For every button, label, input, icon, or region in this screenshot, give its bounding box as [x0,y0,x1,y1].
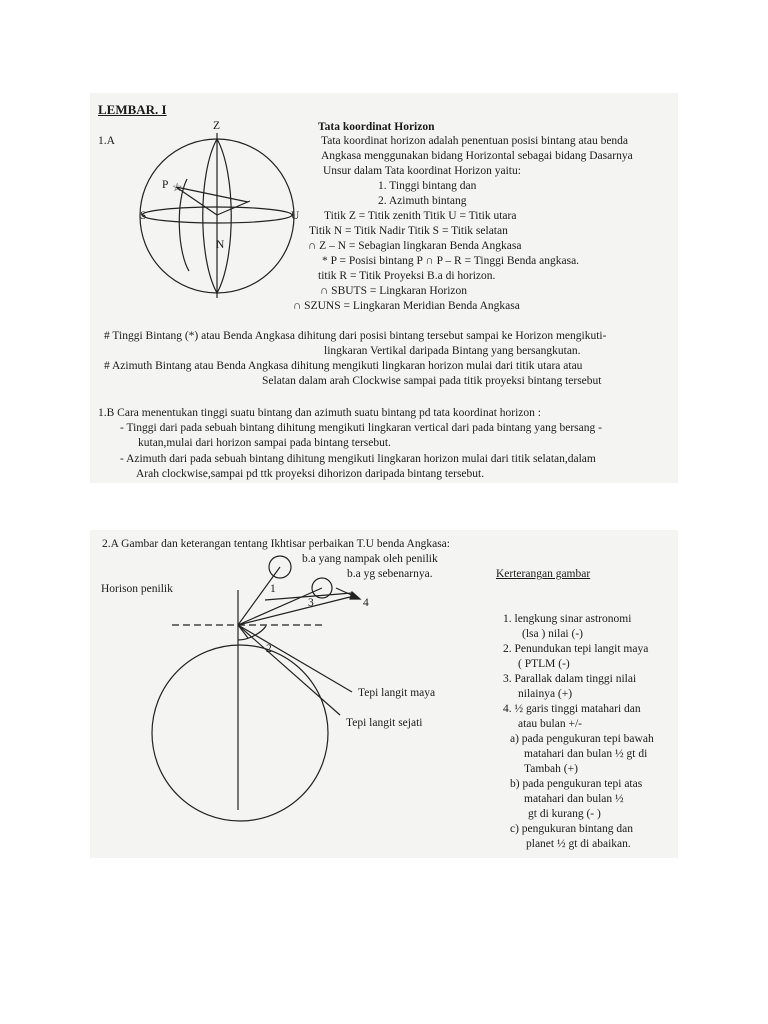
ket-line: gt di kurang (- ) [528,808,601,820]
text-line: Titik Z = Titik zenith Titik U = Titik utara [324,210,517,222]
label-horison: Horison penilik [101,583,173,595]
label-s: S [140,210,147,222]
text-line: ∩ SZUNS = Lingkaran Meridian Benda Angkasa [293,300,520,312]
ket-line: 3. Parallak dalam tinggi nilai [503,673,637,685]
label-1: 1 [270,583,276,595]
ket-line: matahari dan bulan ½ [524,793,624,805]
bullet-line: - Tinggi dari pada sebuah bintang dihitung mengikuti lingkaran vertical dari pada bintang yang bersang - [120,422,602,434]
ket-line: matahari dan bulan ½ gt di [524,748,648,760]
horizon-heading: Tata koordinat Horizon [318,121,435,133]
ket-line: 2. Penundukan tepi langit maya [503,643,649,655]
text-line: Titik N = Titik Nadir Titik S = Titik selatan [309,225,508,237]
label-tepi-sejati: Tepi langit sejati [346,717,423,729]
keterangan-title: Kerterangan gambar [496,568,591,580]
panel-lembar-1 [90,93,678,483]
note-line: Selatan dalam arah Clockwise sampai pada titik proyeksi bintang tersebut [262,375,602,387]
ket-line: c) pengukuran bintang dan [510,823,633,835]
ket-line: 4. ½ garis tinggi matahari dan [503,703,641,715]
label-u: U [291,210,300,222]
ket-line: ( PTLM (-) [518,658,570,670]
ket-line: atau bulan +/- [518,718,582,730]
section-1b: 1.B Cara menentukan tinggi suatu bintang dan azimuth suatu bintang pd tata koordinat horizon : [98,407,541,419]
ket-line: planet ½ gt di abaikan. [526,838,631,850]
bullet-line: kutan,mulai dari horizon sampai pada bintang tersebut. [138,437,391,449]
ket-line: 1. lengkung sinar astronomi [503,613,632,625]
text-line: 1. Tinggi bintang dan [378,180,477,192]
note-line: lingkaran Vertikal daripada Bintang yang bersangkutan. [324,345,581,357]
label-z: Z [213,120,221,132]
ket-line: b) pada pengukuran tepi atas [510,778,643,790]
note-line: # Tinggi Bintang (*) atau Benda Angkasa dihitung dari posisi bintang tersebut sampai ke Horizon mengikuti- [104,330,607,342]
label-p: P [162,179,169,191]
text-line: titik R = Titik Proyeksi B.a di horizon. [318,270,496,282]
ket-line: Tambah (+) [524,763,578,775]
star-icon: ☆ [172,182,183,194]
text-line: Angkasa menggunakan bidang Horizontal sebagai bidang Dasarnya [321,150,633,162]
bullet-line: Arah clockwise,sampai pd ttk proyeksi dihorizon daripada bintang tersebut. [136,468,485,480]
text-line: ∩ Z – N = Sebagian lingkaran Benda Angkasa [308,240,522,252]
ket-line: a) pada pengukuran tepi bawah [510,733,654,745]
text-line: Tata koordinat horizon adalah penentuan posisi bintang atau benda [321,135,629,147]
label-2: 2 [266,643,272,655]
bullet-line: - Azimuth dari pada sebuah bintang dihitung mengikuti lingkaran horizon mulai dari titik selatan,dalam [120,453,596,465]
label-ba-nampak: b.a yang nampak oleh penilik [302,553,438,565]
text-line: * P = Posisi bintang P ∩ P – R = Tinggi Benda angkasa. [322,255,580,267]
ket-line: nilainya (+) [518,688,573,700]
panel-2a [90,530,678,858]
label-3: 3 [308,597,314,609]
label-n: N [216,239,225,251]
ket-line: (lsa ) nilai (-) [522,628,583,640]
lembar-title: LEMBAR. I [98,102,167,117]
label-4: 4 [363,597,369,609]
label-tepi-maya: Tepi langit maya [358,687,436,699]
text-line: Unsur dalam Tata koordinat Horizon yaitu: [323,165,521,177]
note-line: # Azimuth Bintang atau Benda Angkasa dihitung mengikuti lingkaran horizon mulai dari titik utara atau [104,360,583,372]
text-line: 2. Azimuth bintang [378,195,467,207]
section-1a-label: 1.A [98,135,115,147]
label-ba-sebenar: b.a yg sebenarnya. [347,568,433,580]
text-line: ∩ SBUTS = Lingkaran Horizon [320,285,468,297]
section-2a-title: 2.A Gambar dan keterangan tentang Ikhtisar perbaikan T.U benda Angkasa: [102,538,450,550]
